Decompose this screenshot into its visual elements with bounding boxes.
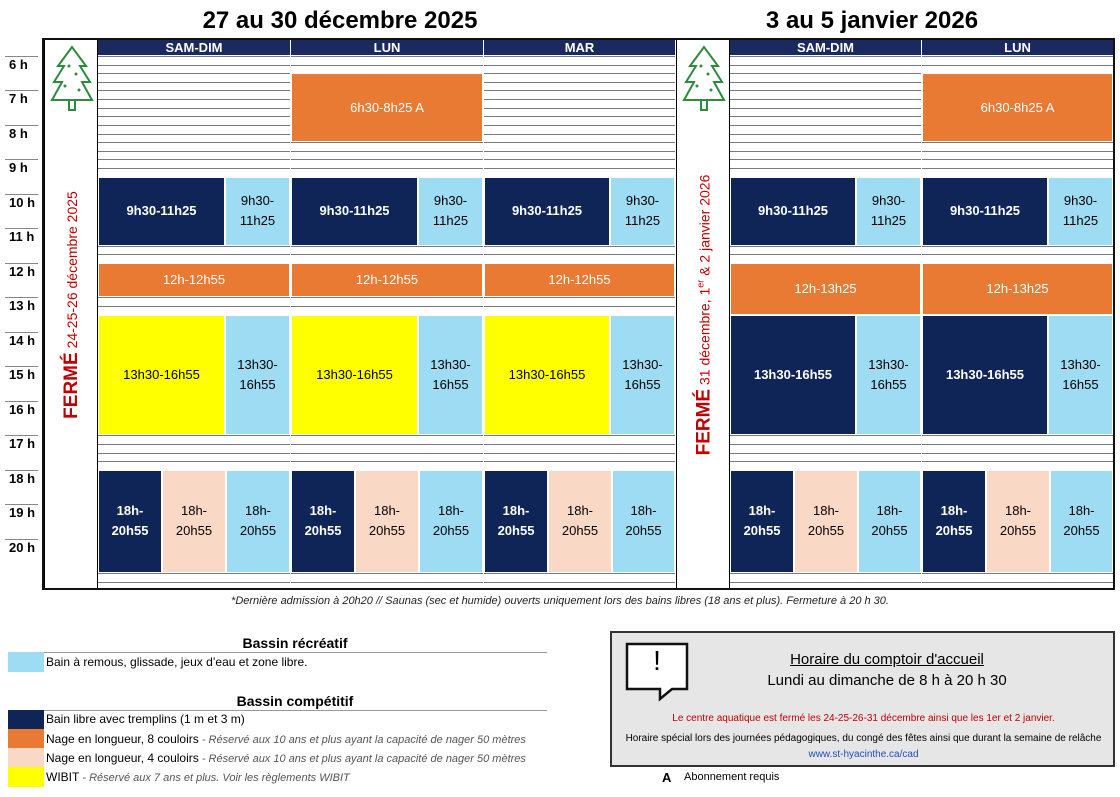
grid-line <box>730 56 921 57</box>
slot-evening-blue: 18h-20h55 <box>1050 470 1113 573</box>
hour-label: 11 h <box>9 229 35 245</box>
hour-label: 7 h <box>9 91 28 107</box>
grid-line <box>484 297 675 298</box>
grid-line <box>98 254 290 255</box>
grid-line <box>98 151 290 152</box>
legend-swatch-bain-libre <box>8 710 44 730</box>
hour-label: 16 h <box>9 401 36 417</box>
footnote: *Dernière admission à 20h20 // Saunas (sec et humide) ouverts uniquement lors des bains libres (18 ans et plus). Fermeture à 20 h 30. <box>231 595 889 607</box>
hour-divider <box>5 194 38 195</box>
alert-symbol: ! <box>653 645 661 676</box>
info-closure: Le centre aquatique est fermé les 24-25-26-31 décembre ainsi que les 1er et 2 janvier. <box>672 713 1055 724</box>
grid-line <box>730 159 921 160</box>
grid-line <box>98 65 290 66</box>
hour-label: 20 h <box>9 539 36 555</box>
grid-line <box>922 65 1113 66</box>
grid-line <box>484 73 675 74</box>
christmas-tree-icon <box>681 44 727 114</box>
slot-morning-main: 9h30-11h25 <box>484 177 610 246</box>
hour-label: 9 h <box>9 160 28 176</box>
slot-afternoon-side: 13h30-16h55 <box>225 315 290 436</box>
column-header-lun-w2: LUN <box>922 40 1113 55</box>
grid-line <box>291 56 483 57</box>
grid-line <box>98 168 290 169</box>
legend-recreatif-title: Bassin récréatif <box>242 635 348 651</box>
grid-line <box>730 125 921 126</box>
hour-label: 19 h <box>9 505 36 521</box>
slot-evening-blue: 18h-20h55 <box>419 470 483 573</box>
closed-column-week1 <box>44 40 98 588</box>
grid-line <box>922 151 1113 152</box>
grid-line <box>484 134 675 135</box>
grid-line <box>98 444 290 445</box>
grid-line <box>98 82 290 83</box>
grid-line <box>291 65 483 66</box>
grid-line <box>730 116 921 117</box>
hour-divider <box>5 504 38 505</box>
grid-line <box>98 306 290 307</box>
legend-swatch-recreatif <box>8 652 44 672</box>
grid-line <box>98 73 290 74</box>
hour-divider <box>5 470 38 471</box>
grid-line <box>484 82 675 83</box>
slot-morning-side: 9h30-11h25 <box>418 177 483 246</box>
grid-line <box>730 73 921 74</box>
slot-morning-main: 9h30-11h25 <box>98 177 225 246</box>
grid-line <box>98 56 290 57</box>
grid-line <box>730 573 921 574</box>
slot-evening-blue: 18h-20h55 <box>858 470 921 573</box>
christmas-tree-icon <box>49 44 95 114</box>
grid-line <box>98 125 290 126</box>
grid-line <box>98 297 290 298</box>
column-header-sam-dim-w1: SAM-DIM <box>98 40 290 55</box>
legend-swatch-8-couloirs <box>8 729 44 749</box>
hour-label: 18 h <box>9 470 36 486</box>
column-header-sam-dim-w2: SAM-DIM <box>730 40 921 55</box>
grid-line <box>98 461 290 462</box>
grid-line <box>484 108 675 109</box>
hour-divider <box>5 159 38 160</box>
slot-evening-navy: 18h-20h55 <box>291 470 355 573</box>
legend-competitif-title: Bassin compétitif <box>236 693 354 709</box>
grid-line <box>291 306 483 307</box>
hour-label: 12 h <box>9 263 36 279</box>
grid-line <box>484 582 675 583</box>
slot-evening-peach: 18h-20h55 <box>355 470 419 573</box>
grid-line <box>922 573 1113 574</box>
slot-morning-side: 9h30-11h25 <box>856 177 921 246</box>
legend-item: WIBIT - Réservé aux 7 ans et plus. Voir les règlements WIBIT <box>46 770 350 784</box>
column-header-lun-w1: LUN <box>291 40 483 55</box>
grid-line <box>484 573 675 574</box>
grid-line <box>98 99 290 100</box>
hour-divider <box>5 56 38 57</box>
slot-evening-navy: 18h-20h55 <box>730 470 794 573</box>
slot-evening-peach: 18h-20h55 <box>548 470 612 573</box>
hour-label: 17 h <box>9 436 36 452</box>
hour-divider <box>5 125 38 126</box>
grid-line <box>730 461 921 462</box>
website-link[interactable]: www.st-hyacinthe.ca/cad <box>808 749 919 760</box>
grid-line <box>922 582 1113 583</box>
grid-line <box>730 151 921 152</box>
grid-line <box>484 246 675 247</box>
slot-evening-blue: 18h-20h55 <box>226 470 290 573</box>
abonnement-letter: A <box>662 770 672 785</box>
slot-morning-main: 9h30-11h25 <box>291 177 418 246</box>
grid-line <box>291 453 483 454</box>
grid-line <box>291 573 483 574</box>
grid-line <box>98 159 290 160</box>
grid-line <box>922 461 1113 462</box>
grid-line <box>484 142 675 143</box>
hour-label: 14 h <box>9 332 36 348</box>
grid-line <box>98 142 290 143</box>
grid-line <box>98 582 290 583</box>
legend-swatch-4-couloirs <box>8 748 44 768</box>
legend-label-recreatif: Bain à remous, glissade, jeux d’eau et zone libre. <box>46 655 308 669</box>
grid-line <box>484 90 675 91</box>
hour-label: 8 h <box>9 125 28 141</box>
grid-line <box>98 435 290 436</box>
slot-afternoon-main: 13h30-16h55 <box>98 315 225 436</box>
info-heading: Horaire du comptoir d'accueil <box>790 651 984 668</box>
slot-noon: 12h-12h55 <box>291 263 483 297</box>
grid-line <box>922 56 1113 57</box>
grid-line <box>98 134 290 135</box>
closed-column-week2 <box>676 40 730 588</box>
grid-line <box>484 306 675 307</box>
slot-noon: 12h-13h25 <box>730 263 921 315</box>
info-hours: Lundi au dimanche de 8 h à 20 h 30 <box>767 672 1007 689</box>
hour-divider <box>5 228 38 229</box>
slot-morning-side: 9h30-11h25 <box>1048 177 1113 246</box>
legend-divider <box>42 710 547 711</box>
grid-line <box>291 461 483 462</box>
slot-noon: 12h-12h55 <box>484 263 675 297</box>
legend-divider <box>42 652 547 653</box>
slot-morning-side: 9h30-11h25 <box>610 177 675 246</box>
grid-line <box>98 246 290 247</box>
slot-evening-blue: 18h-20h55 <box>612 470 675 573</box>
slot-afternoon-side: 13h30-16h55 <box>610 315 675 436</box>
week2-title: 3 au 5 janvier 2026 <box>765 7 979 34</box>
grid-line <box>922 453 1113 454</box>
grid-line <box>730 246 921 247</box>
slot-morning-main: 9h30-11h25 <box>730 177 856 246</box>
grid-line <box>484 56 675 57</box>
slot-afternoon-main: 13h30-16h55 <box>730 315 856 436</box>
closed-notice-week2: FERMÉ 31 décembre, 1er & 2 janvier 2026 <box>693 174 714 456</box>
slot-evening-peach: 18h-20h55 <box>794 470 858 573</box>
hour-label: 15 h <box>9 367 36 383</box>
grid-line <box>291 444 483 445</box>
slot-afternoon-side: 13h30-16h55 <box>856 315 921 436</box>
hour-label: 13 h <box>9 298 36 314</box>
info-box <box>610 631 1115 767</box>
grid-line <box>484 254 675 255</box>
hour-label: 6 h <box>9 57 28 72</box>
hour-divider <box>5 366 38 367</box>
grid-line <box>291 142 483 143</box>
slot-evening-peach: 18h-20h55 <box>986 470 1050 573</box>
week1-title: 27 au 30 décembre 2025 <box>202 7 478 34</box>
slot-afternoon-side: 13h30-16h55 <box>418 315 483 436</box>
slot-afternoon-main: 13h30-16h55 <box>291 315 418 436</box>
grid-line <box>291 435 483 436</box>
grid-line <box>291 582 483 583</box>
grid-line <box>730 134 921 135</box>
hour-divider <box>5 435 38 436</box>
info-special: Horaire spécial lors des journées pédagogiques, du congé des fêtes ainsi que durant la semaine de relâche www.st-hyacinthe.ca/cad <box>625 733 1102 760</box>
grid-line <box>291 168 483 169</box>
legend-item: Bain libre avec tremplins (1 m et 3 m) <box>46 712 245 726</box>
grid-line <box>730 168 921 169</box>
grid-line <box>730 435 921 436</box>
legend-item: Nage en longueur, 8 couloirs - Réservé aux 10 ans et plus ayant la capacité de nager 50 mètres <box>46 732 526 746</box>
hour-divider <box>5 90 38 91</box>
grid-line <box>730 254 921 255</box>
abonnement-label: Abonnement requis <box>684 771 780 783</box>
grid-line <box>922 159 1113 160</box>
slot-early: 6h30-8h25 A <box>291 73 483 142</box>
grid-line <box>98 116 290 117</box>
grid-line <box>922 444 1113 445</box>
grid-line <box>484 453 675 454</box>
grid-line <box>922 168 1113 169</box>
slot-morning-side: 9h30-11h25 <box>225 177 290 246</box>
slot-noon: 12h-12h55 <box>98 263 290 297</box>
hour-divider <box>5 401 38 402</box>
slot-evening-navy: 18h-20h55 <box>484 470 548 573</box>
grid-line <box>730 582 921 583</box>
grid-line <box>922 142 1113 143</box>
grid-line <box>484 151 675 152</box>
grid-line <box>484 65 675 66</box>
slot-evening-navy: 18h-20h55 <box>98 470 162 573</box>
slot-evening-navy: 18h-20h55 <box>922 470 986 573</box>
hour-divider <box>5 539 38 540</box>
slot-afternoon-main: 13h30-16h55 <box>922 315 1048 436</box>
hour-divider <box>5 332 38 333</box>
grid-line <box>922 435 1113 436</box>
grid-line <box>730 444 921 445</box>
grid-line <box>98 573 290 574</box>
grid-line <box>98 90 290 91</box>
slot-noon: 12h-13h25 <box>922 263 1113 315</box>
grid-line <box>730 90 921 91</box>
grid-line <box>484 159 675 160</box>
slot-morning-main: 9h30-11h25 <box>922 177 1048 246</box>
grid-line <box>730 108 921 109</box>
grid-line <box>291 246 483 247</box>
grid-line <box>484 168 675 169</box>
grid-line <box>730 65 921 66</box>
grid-line <box>922 254 1113 255</box>
slot-early: 6h30-8h25 A <box>922 73 1113 142</box>
grid-line <box>730 453 921 454</box>
closed-notice-week1: FERMÉ 24-25-26 décembre 2025 <box>61 191 82 419</box>
grid-line <box>291 254 483 255</box>
grid-line <box>484 116 675 117</box>
grid-line <box>98 453 290 454</box>
grid-line <box>730 99 921 100</box>
hour-label: 10 h <box>9 194 36 210</box>
slot-afternoon-side: 13h30-16h55 <box>1048 315 1113 436</box>
column-header-mar-w1: MAR <box>484 40 675 55</box>
grid-line <box>484 99 675 100</box>
grid-line <box>484 435 675 436</box>
grid-line <box>291 297 483 298</box>
grid-line <box>730 142 921 143</box>
grid-line <box>484 125 675 126</box>
grid-line <box>98 108 290 109</box>
legend-swatch-wibit <box>8 767 44 787</box>
slot-afternoon-main: 13h30-16h55 <box>484 315 610 436</box>
grid-line <box>730 82 921 83</box>
grid-line <box>291 151 483 152</box>
grid-line <box>922 246 1113 247</box>
slot-evening-peach: 18h-20h55 <box>162 470 226 573</box>
hour-divider <box>5 263 38 264</box>
grid-line <box>484 461 675 462</box>
legend-item: Nage en longueur, 4 couloirs - Réservé aux 10 ans et plus ayant la capacité de nager 50 mètres <box>46 751 526 765</box>
grid-line <box>291 159 483 160</box>
grid-line <box>484 444 675 445</box>
